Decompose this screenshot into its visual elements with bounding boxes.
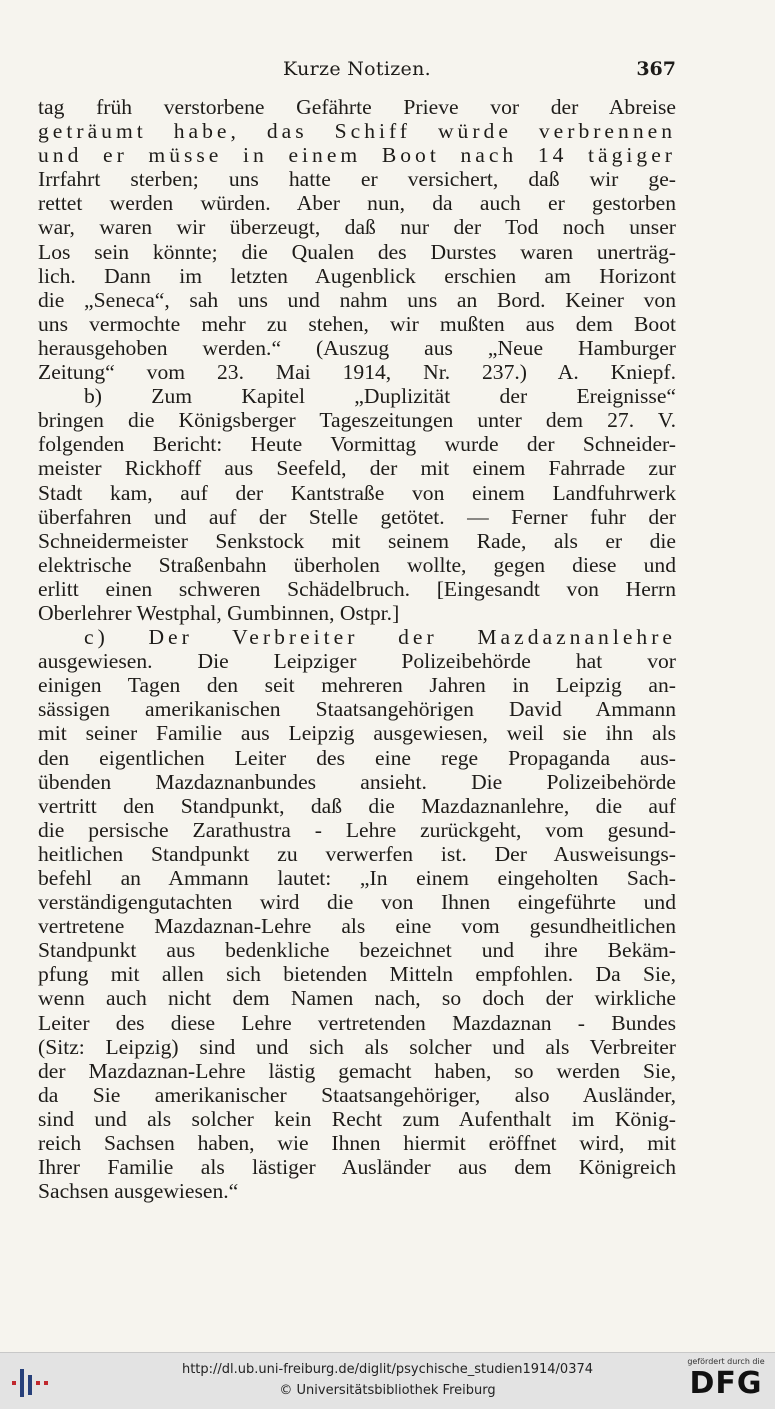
text-line: sässigen amerikanischen Staatsangehörigen David Ammann (38, 697, 676, 722)
article-text (38, 95, 676, 1203)
text-line: vertretene Mazdaznan-Lehre als eine vom gesundheitlichen (38, 914, 676, 939)
text-line: folgenden Bericht: Heute Vormittag wurde der Schneider- (38, 432, 676, 457)
text-line: erlitt einen schweren Schädelbruch. [Eingesandt von Herrn (38, 576, 676, 601)
text-line: überfahren und auf der Stelle getötet. — Ferner fuhr der (38, 504, 676, 529)
text-line: herausgehoben werden.“ (Auszug aus „Neue Hamburger (38, 335, 676, 360)
text-line: elektrische Straßenbahn überholen wollte, gegen diese und (38, 552, 676, 577)
text-line: Leiter des diese Lehre vertretenden Mazdaznan - Bundes (38, 1010, 676, 1035)
text-line: einigen Tagen den seit mehreren Jahren in Leipzig an- (38, 673, 676, 698)
text-line: (Sitz: Leipzig) sind und sich als solcher und als Verbreiter (38, 1034, 676, 1059)
text-line: pfung mit allen sich bietenden Mitteln empfohlen. Da Sie, (38, 962, 676, 987)
text-line: bringen die Königsberger Tageszeitungen unter dem 27. V. (38, 408, 676, 433)
text-line: da Sie amerikanischer Staatsangehöriger, also Ausländer, (38, 1082, 676, 1107)
text-line: tag früh verstorbene Gefährte Prieve vor der Abreise (38, 95, 676, 119)
text-line: Irrfahrt sterben; uns hatte er versichert, daß wir ge- (38, 167, 676, 192)
text-line: war, waren wir überzeugt, daß nur der Tod noch unser (38, 215, 676, 240)
text-line: und er müsse in einem Boot nach 14 tägiger (38, 143, 676, 168)
page-number: 367 (636, 58, 676, 80)
running-header (38, 58, 676, 86)
text-line: befehl an Ammann lautet: „In einem eingeholten Sach- (38, 866, 676, 890)
text-line: heitlichen Standpunkt zu verwerfen ist. Der Ausweisungs- (38, 841, 676, 866)
text-line: sind und als solcher kein Recht zum Aufenthalt im König- (38, 1106, 676, 1131)
text-line: die „Seneca“, sah uns und nahm uns an Bord. Keiner von (38, 287, 676, 312)
text-line: die persische Zarathustra - Lehre zurückgeht, vom gesund- (38, 817, 676, 842)
viewer-footer (0, 1352, 775, 1409)
text-line: c) Der Verbreiter der Mazdaznanlehre (84, 625, 676, 650)
text-line: geträumt habe, das Schiff würde verbrennen (38, 119, 676, 144)
text-line: Schneidermeister Senkstock mit seinem Rade, als er die (38, 528, 676, 553)
text-line: lich. Dann im letzten Augenblick erschien am Horizont (38, 263, 676, 288)
header-title: Kurze Notizen. (283, 58, 431, 80)
text-line: ausgewiesen. Die Leipziger Polizeibehörde hat vor (38, 649, 676, 674)
text-line: uns vermochte mehr zu stehen, wir mußten aus dem Boot (38, 311, 676, 336)
text-line: der Mazdaznan-Lehre lästig gemacht haben, so werden Sie, (38, 1058, 676, 1083)
text-line: Sachsen ausgewiesen.“ (38, 1179, 239, 1204)
text-line: vertritt den Standpunkt, daß die Mazdaznanlehre, die auf (38, 793, 676, 818)
text-line: rettet werden würden. Aber nun, da auch er gestorben (38, 191, 676, 216)
text-line: Zeitung“ vom 23. Mai 1914, Nr. 237.) A. Kniepf. (38, 360, 676, 385)
text-line: Oberlehrer Westphal, Gumbinnen, Ostpr.] (38, 600, 400, 625)
text-line: verständigengutachten wird die von Ihnen eingeführte und (38, 890, 676, 915)
text-line: reich Sachsen haben, wie Ihnen hiermit eröffnet wird, mit (38, 1131, 676, 1156)
text-line: Los sein könnte; die Qualen des Durstes waren unerträg- (38, 239, 676, 264)
text-line: den eigentlichen Leiter des eine rege Propaganda aus- (38, 745, 676, 770)
text-line: übenden Mazdaznanbundes ansieht. Die Polizeibehörde (38, 769, 676, 794)
dfg-logo[interactable] (685, 1357, 767, 1405)
text-line: Ihrer Familie als lästiger Ausländer aus dem Königreich (38, 1155, 676, 1180)
copyright-notice: © Universitätsbibliothek Freiburg (279, 1383, 496, 1398)
permalink-url[interactable]: http://dl.ub.uni-freiburg.de/diglit/psychische_studien1914/0374 (181, 1362, 594, 1377)
sponsor-caption: gefördert durch die (687, 1357, 765, 1366)
dfg-logo-text: DFG (689, 1366, 763, 1401)
text-line: mit seiner Familie aus Leipzig ausgewiesen, weil sie ihn als (38, 721, 676, 746)
text-line: Stadt kam, auf der Kantstraße von einem Landfuhrwerk (38, 480, 676, 505)
text-line: Standpunkt aus bedenkliche bezeichnet und ihre Bekäm- (38, 938, 676, 963)
text-line: meister Rickhoff aus Seefeld, der mit einem Fahrrade zur (38, 456, 676, 481)
text-line: b) Zum Kapitel „Duplizität der Ereignisse“ (84, 384, 676, 409)
text-line: wenn auch nicht dem Namen nach, so doch der wirkliche (38, 986, 676, 1011)
